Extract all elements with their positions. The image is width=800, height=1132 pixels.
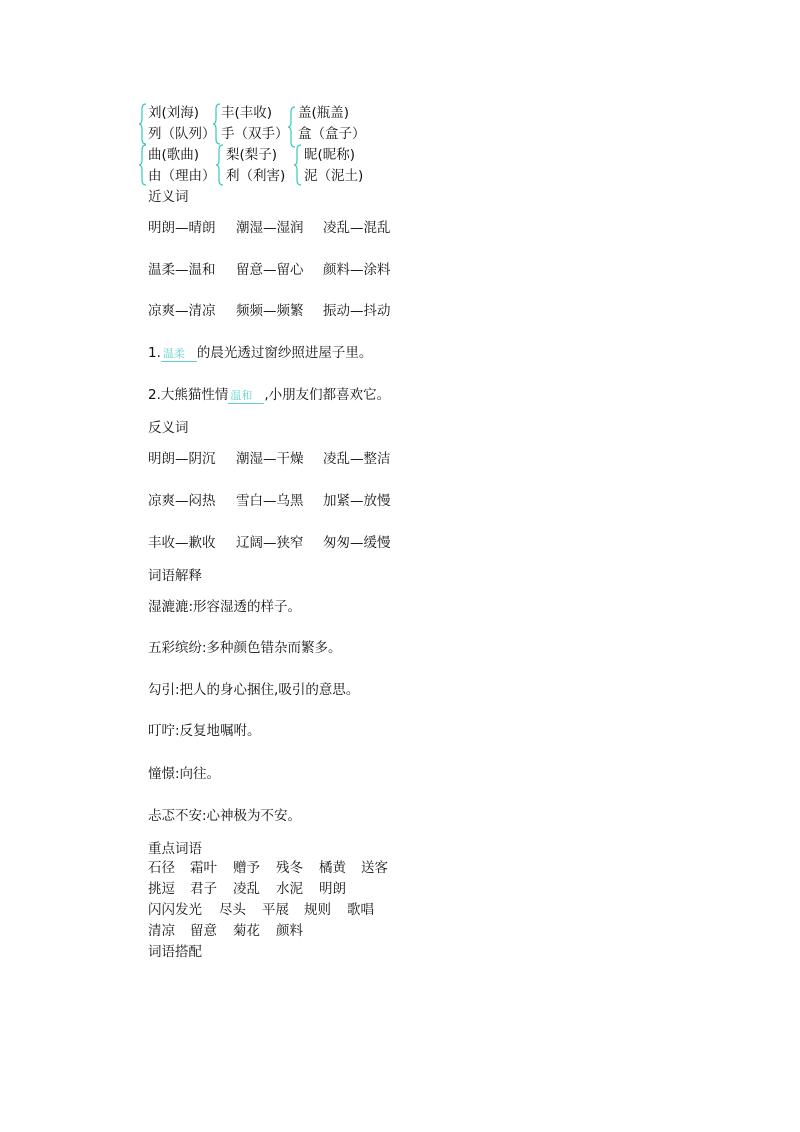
word-pair: 留意—留心 xyxy=(236,262,304,278)
word-pair: 凌乱—整洁 xyxy=(323,451,391,467)
key-word: 橘黄 xyxy=(319,860,346,876)
word-pair: 明朗—阴沉 xyxy=(148,451,216,467)
left-brace xyxy=(288,106,296,148)
section-heading-collocation: 词语搭配 xyxy=(148,944,202,960)
char-group-top: 昵(昵称) xyxy=(304,147,356,163)
word-pair: 丰收—歉收 xyxy=(148,535,216,551)
key-word: 闪闪发光 xyxy=(148,902,202,918)
key-word: 水泥 xyxy=(276,881,303,897)
key-word: 清凉 xyxy=(148,923,175,939)
explanation-item: 湿漉漉:形容湿透的样子。 xyxy=(148,599,302,615)
left-brace xyxy=(213,103,221,145)
exercise-text: 大熊猫性情 xyxy=(160,387,229,403)
char-group-top: 梨(梨子) xyxy=(226,147,278,163)
char-group-bottom: 列（队列） xyxy=(148,126,216,142)
left-brace xyxy=(139,103,147,145)
key-word: 凌乱 xyxy=(233,881,260,897)
section-heading-antonyms: 反义词 xyxy=(148,420,189,436)
key-word: 平展 xyxy=(262,902,289,918)
explanation-item: 忐忑不安:心神极为不安。 xyxy=(148,808,302,824)
answer-blank: 温和 xyxy=(228,389,264,404)
word-pair: 颜料—涂料 xyxy=(323,262,391,278)
word-pair: 温柔—温和 xyxy=(148,262,216,278)
explanation-item: 叮咛:反复地嘱咐。 xyxy=(148,723,261,739)
exercise-number: 1. xyxy=(148,345,161,361)
word-pair: 辽阔—狭窄 xyxy=(236,535,304,551)
word-pair: 明朗—晴朗 xyxy=(148,220,216,236)
word-pair: 雪白—乌黑 xyxy=(236,493,304,509)
key-word: 尽头 xyxy=(219,902,246,918)
char-group-bottom: 手（双手） xyxy=(221,126,289,142)
key-word: 送客 xyxy=(361,860,388,876)
section-heading-explanations: 词语解释 xyxy=(148,568,202,584)
key-word: 残冬 xyxy=(276,860,303,876)
left-brace xyxy=(139,144,147,186)
explanation-item: 憧憬:向往。 xyxy=(148,766,221,782)
explanation-item: 五彩缤纷:多种颜色错杂而繁多。 xyxy=(148,640,342,656)
key-word: 留意 xyxy=(190,923,217,939)
key-word: 歌唱 xyxy=(347,902,374,918)
key-word: 明朗 xyxy=(319,881,346,897)
section-heading-key-words: 重点词语 xyxy=(148,841,202,857)
word-pair: 振动—抖动 xyxy=(323,303,391,319)
left-brace xyxy=(216,144,224,186)
key-word: 赠予 xyxy=(233,860,260,876)
key-word: 挑逗 xyxy=(148,881,175,897)
key-word: 霜叶 xyxy=(190,860,217,876)
key-word: 规则 xyxy=(304,902,331,918)
char-group-bottom: 泥（泥土) xyxy=(304,168,364,184)
exercise-text: ,小朋友们都喜欢它。 xyxy=(264,387,391,403)
char-group-bottom: 盒（盒子） xyxy=(298,126,366,142)
exercise-sentence xyxy=(148,383,390,404)
char-group-bottom: 利（利害) xyxy=(226,168,286,184)
exercise-number: 2. xyxy=(148,387,161,403)
word-pair: 加紧—放慢 xyxy=(323,493,391,509)
key-word: 菊花 xyxy=(233,923,260,939)
key-word: 石径 xyxy=(148,860,175,876)
word-pair: 匆匆—缓慢 xyxy=(323,535,391,551)
char-group-bottom: 由（理由） xyxy=(148,168,216,184)
word-pair: 潮湿—湿润 xyxy=(236,220,304,236)
word-pair: 凉爽—清凉 xyxy=(148,303,216,319)
char-group-top: 刘(刘海) xyxy=(148,105,200,121)
section-heading-synonyms: 近义词 xyxy=(148,189,189,205)
exercise-text: 的晨光透过窗纱照进屋子里。 xyxy=(196,345,373,361)
key-word: 颜料 xyxy=(276,923,303,939)
char-group-top: 丰(丰收) xyxy=(221,105,273,121)
char-group-top: 曲(歌曲) xyxy=(148,147,200,163)
word-pair: 频频—频繁 xyxy=(236,303,304,319)
left-brace xyxy=(294,144,302,186)
char-group-top: 盖(瓶盖) xyxy=(298,105,350,121)
answer-blank: 温柔 xyxy=(161,347,197,362)
word-pair: 凉爽—闷热 xyxy=(148,493,216,509)
explanation-item: 勾引:把人的身心捆住,吸引的意思。 xyxy=(148,682,360,698)
word-pair: 潮湿—干燥 xyxy=(236,451,304,467)
word-pair: 凌乱—混乱 xyxy=(323,220,391,236)
key-word: 君子 xyxy=(190,881,217,897)
exercise-sentence xyxy=(148,341,372,362)
